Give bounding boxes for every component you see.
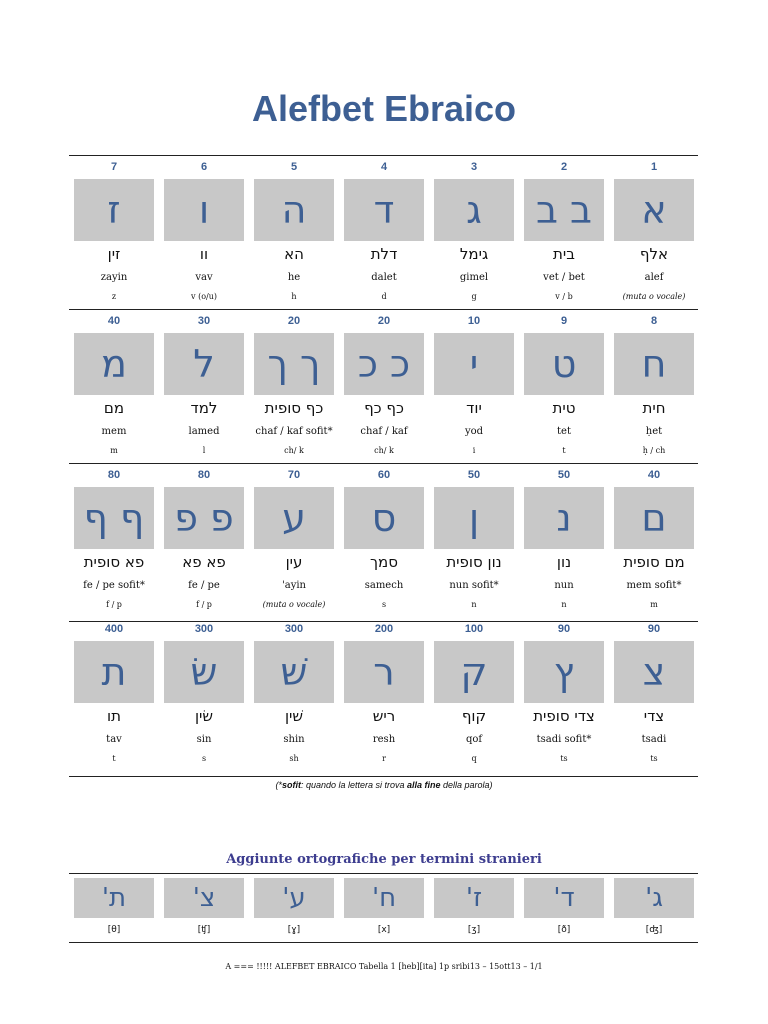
letter-cell [249, 309, 339, 463]
letter-cell [339, 309, 429, 463]
hebrew-letter-name: צדי סופית [533, 707, 595, 725]
hebrew-letter: ז [74, 179, 154, 241]
letter-name-latin: chaf / kaf [360, 426, 408, 437]
letter-cell [519, 617, 609, 771]
hebrew-letter-name: צדי [643, 707, 665, 725]
letter-cell [339, 155, 429, 309]
hebrew-letter-name: יוד [466, 399, 482, 417]
letter-name-latin: mem [101, 426, 127, 437]
hebrew-letter: א [614, 179, 694, 241]
numeric-value: 7 [110, 161, 118, 173]
hebrew-letter-name: תו [107, 707, 121, 725]
hebrew-letter: שׁ [254, 641, 334, 703]
extra-letter-cell [249, 875, 339, 941]
extras-row [69, 875, 699, 941]
hebrew-letter: ס [344, 487, 424, 549]
numeric-value: 300 [194, 623, 214, 635]
letter-cell [69, 155, 159, 309]
transliteration: ch/ k [374, 446, 394, 455]
transliteration: q [471, 754, 477, 763]
hebrew-letter: פ פ [164, 487, 244, 549]
hebrew-letter-name: עין [285, 553, 303, 571]
letter-cell [429, 155, 519, 309]
hebrew-letter-name: דלת [370, 245, 398, 263]
transliteration: v / b [555, 292, 573, 301]
letter-name-latin: samech [364, 580, 404, 591]
hebrew-letter-name: שׂין [194, 707, 214, 725]
hebrew-letter-name: בית [553, 245, 575, 263]
letter-cell [159, 155, 249, 309]
letter-name-latin: fe / pe sofit* [83, 580, 145, 591]
hebrew-letter-name: קוף [461, 707, 487, 725]
extra-letter-cell [609, 875, 699, 941]
letter-cell [69, 463, 159, 617]
hebrew-letter-name: נון [556, 553, 572, 571]
extra-hebrew-letter: ז' [434, 878, 514, 918]
numeric-value: 50 [557, 469, 571, 481]
letter-name-latin: fe / pe [188, 580, 220, 591]
extra-hebrew-letter: ת' [74, 878, 154, 918]
letter-cell [429, 309, 519, 463]
transliteration: ch/ k [284, 446, 304, 455]
extra-letter-cell [159, 875, 249, 941]
numeric-value: 6 [200, 161, 208, 173]
hebrew-letter-name: מם [103, 399, 125, 417]
letter-name-latin: qof [465, 734, 483, 745]
hebrew-letter: ק [434, 641, 514, 703]
letter-cell [249, 155, 339, 309]
hebrew-letter: ץ [524, 641, 604, 703]
hebrew-letter-name: זין [107, 245, 121, 263]
hebrew-letter-name: פא פא [182, 553, 226, 571]
hebrew-letter: ף ף [74, 487, 154, 549]
letter-name-latin: tav [106, 734, 122, 745]
letter-cell [159, 617, 249, 771]
ipa-symbol: [ð] [557, 925, 571, 935]
numeric-value: 400 [104, 623, 124, 635]
numeric-value: 40 [107, 315, 121, 327]
hebrew-letter-name: חית [642, 399, 666, 417]
letter-cell [609, 617, 699, 771]
numeric-value: 300 [284, 623, 304, 635]
hebrew-letter: ע [254, 487, 334, 549]
transliteration: f / p [196, 600, 212, 609]
transliteration: n [471, 600, 477, 609]
transliteration: t [562, 446, 566, 455]
numeric-value: 100 [464, 623, 484, 635]
note-suffix: della parola) [440, 780, 493, 790]
letter-cell [519, 463, 609, 617]
hebrew-letter-name: וו [199, 245, 209, 263]
transliteration: ts [650, 754, 658, 763]
transliteration: z [111, 292, 117, 301]
hebrew-letter: ל [164, 333, 244, 395]
numeric-value: 40 [647, 469, 661, 481]
alphabet-row [69, 309, 699, 463]
ipa-symbol: [x] [377, 925, 391, 935]
extras-title: Aggiunte ortografiche per termini stranieri [226, 852, 542, 867]
hebrew-letter-name: ריש [372, 707, 396, 725]
hebrew-letter-name: טית [552, 399, 576, 417]
letter-name-latin: tet [557, 426, 571, 437]
transliteration: n [561, 600, 567, 609]
numeric-value: 9 [560, 315, 568, 327]
hebrew-letter: ה [254, 179, 334, 241]
letter-cell [519, 155, 609, 309]
letter-cell [429, 463, 519, 617]
alphabet-row [69, 155, 699, 309]
letter-cell [609, 463, 699, 617]
letter-name-latin: ḥet [645, 426, 663, 437]
extra-hebrew-letter: ד' [524, 878, 604, 918]
hebrew-letter-name: אלף [639, 245, 669, 263]
alphabet-row [69, 617, 699, 771]
hebrew-letter-name: פא סופית [83, 553, 145, 571]
letter-name-latin: nun sofit* [449, 580, 499, 591]
letter-cell [249, 463, 339, 617]
hebrew-letter: נ [524, 487, 604, 549]
hebrew-letter: ח [614, 333, 694, 395]
page-footer: A === !!!!! ALEFBET EBRAICO Tabella 1 [heb][ita] 1p sribi13 – 15ott13 – 1/1 [225, 962, 543, 971]
row-divider [69, 309, 698, 310]
hebrew-letter: ם [614, 487, 694, 549]
hebrew-letter-name: כף סופית [264, 399, 324, 417]
transliteration: m [110, 446, 118, 455]
note-middle: : quando la lettera si trova [300, 780, 407, 790]
letter-name-latin: mem sofit* [626, 580, 682, 591]
hebrew-letter: ב ב [524, 179, 604, 241]
row-divider [69, 621, 698, 622]
letter-name-latin: yod [464, 426, 484, 437]
hebrew-letter: ך ך [254, 333, 334, 395]
hebrew-letter: ר [344, 641, 424, 703]
row-divider [69, 463, 698, 464]
letter-name-latin: sin [196, 734, 212, 745]
hebrew-letter-name: גימל [459, 245, 489, 263]
transliteration: g [471, 292, 477, 301]
numeric-value: 10 [467, 315, 481, 327]
transliteration: l [202, 446, 206, 455]
ipa-symbol: [ʒ] [467, 925, 481, 935]
extra-letter-cell [69, 875, 159, 941]
extra-letter-cell [429, 875, 519, 941]
letter-name-latin: chaf / kaf sofit* [255, 426, 333, 437]
numeric-value: 5 [290, 161, 298, 173]
hebrew-letter: כ כ [344, 333, 424, 395]
numeric-value: 30 [197, 315, 211, 327]
numeric-value: 20 [287, 315, 301, 327]
transliteration: s [381, 600, 387, 609]
letter-cell [609, 155, 699, 309]
letter-name-latin: zayin [100, 272, 128, 283]
letter-cell [609, 309, 699, 463]
alphabet-row [69, 463, 699, 617]
letter-cell [69, 309, 159, 463]
transliteration: f / p [106, 600, 122, 609]
hebrew-letter-name: למד [190, 399, 218, 417]
numeric-value: 60 [377, 469, 391, 481]
transliteration: d [381, 292, 387, 301]
hebrew-letter: ו [164, 179, 244, 241]
ipa-symbol: [ʤ] [645, 925, 663, 935]
numeric-value: 4 [380, 161, 388, 173]
transliteration: v (o/u) [191, 292, 217, 301]
hebrew-letter-name: שׁין [284, 707, 304, 725]
numeric-value: 90 [647, 623, 661, 635]
hebrew-letter-name: מם סופית [623, 553, 685, 571]
transliteration: r [382, 754, 386, 763]
transliteration: (muta o vocale) [622, 292, 686, 301]
letter-name-latin: dalet [371, 272, 397, 283]
letter-cell [249, 617, 339, 771]
note-emphasis: alla fine [407, 780, 441, 790]
transliteration: sh [289, 754, 299, 763]
transliteration: ḥ / ch [642, 446, 666, 455]
letter-name-latin: vav [195, 272, 213, 283]
hebrew-letter: ג [434, 179, 514, 241]
letter-cell [69, 617, 159, 771]
letter-name-latin: lamed [188, 426, 220, 437]
hebrew-letter: י [434, 333, 514, 395]
numeric-value: 1 [650, 161, 658, 173]
letter-name-latin: resh [372, 734, 396, 745]
hebrew-letter: ת [74, 641, 154, 703]
numeric-value: 80 [197, 469, 211, 481]
extra-hebrew-letter: ג' [614, 878, 694, 918]
numeric-value: 8 [650, 315, 658, 327]
ipa-symbol: [ʧ] [197, 925, 211, 935]
numeric-value: 80 [107, 469, 121, 481]
extra-letter-cell [519, 875, 609, 941]
hebrew-letter: ד [344, 179, 424, 241]
hebrew-letter: צ [614, 641, 694, 703]
note-prefix: (* [275, 780, 282, 790]
sofit-note [0, 780, 768, 790]
extras-bottom-rule [69, 942, 698, 943]
letter-name-latin: gimel [459, 272, 489, 283]
letter-name-latin: 'ayin [282, 580, 306, 591]
extra-hebrew-letter: צ' [164, 878, 244, 918]
transliteration: h [291, 292, 297, 301]
extras-top-rule [69, 873, 698, 874]
transliteration: (muta o vocale) [262, 600, 326, 609]
extra-letter-cell [339, 875, 429, 941]
letter-cell [429, 617, 519, 771]
hebrew-letter: ט [524, 333, 604, 395]
hebrew-letter: שׂ [164, 641, 244, 703]
letter-name-latin: he [287, 272, 301, 283]
letter-name-latin: alef [644, 272, 664, 283]
hebrew-letter: ן [434, 487, 514, 549]
letter-cell [159, 463, 249, 617]
page-title: Alefbet Ebraico [251, 88, 517, 129]
numeric-value: 200 [374, 623, 394, 635]
transliteration: m [650, 600, 658, 609]
letter-cell [159, 309, 249, 463]
numeric-value: 20 [377, 315, 391, 327]
hebrew-letter-name: נון סופית [446, 553, 502, 571]
hebrew-letter-name: הא [284, 245, 304, 263]
numeric-value: 70 [287, 469, 301, 481]
letter-cell [339, 463, 429, 617]
hebrew-letter-name: כף כף [364, 399, 404, 417]
letter-name-latin: tsadi sofit* [536, 734, 592, 745]
letter-name-latin: tsadi [641, 734, 667, 745]
ipa-symbol: [ɣ] [287, 925, 301, 935]
numeric-value: 90 [557, 623, 571, 635]
letter-name-latin: vet / bet [543, 272, 585, 283]
letter-cell [519, 309, 609, 463]
transliteration: ts [560, 754, 568, 763]
transliteration: t [112, 754, 116, 763]
extra-hebrew-letter: ח' [344, 878, 424, 918]
numeric-value: 3 [470, 161, 478, 173]
extra-hebrew-letter: ע' [254, 878, 334, 918]
transliteration: i [472, 446, 476, 455]
hebrew-letter-name: סמך [370, 553, 398, 571]
note-sofit: sofit [281, 780, 301, 790]
hebrew-letter: מ [74, 333, 154, 395]
ipa-symbol: [θ] [107, 925, 121, 935]
letter-name-latin: nun [554, 580, 574, 591]
table-bottom-rule [69, 776, 698, 777]
letter-name-latin: shin [283, 734, 305, 745]
transliteration: s [201, 754, 207, 763]
numeric-value: 2 [560, 161, 568, 173]
letter-cell [339, 617, 429, 771]
numeric-value: 50 [467, 469, 481, 481]
